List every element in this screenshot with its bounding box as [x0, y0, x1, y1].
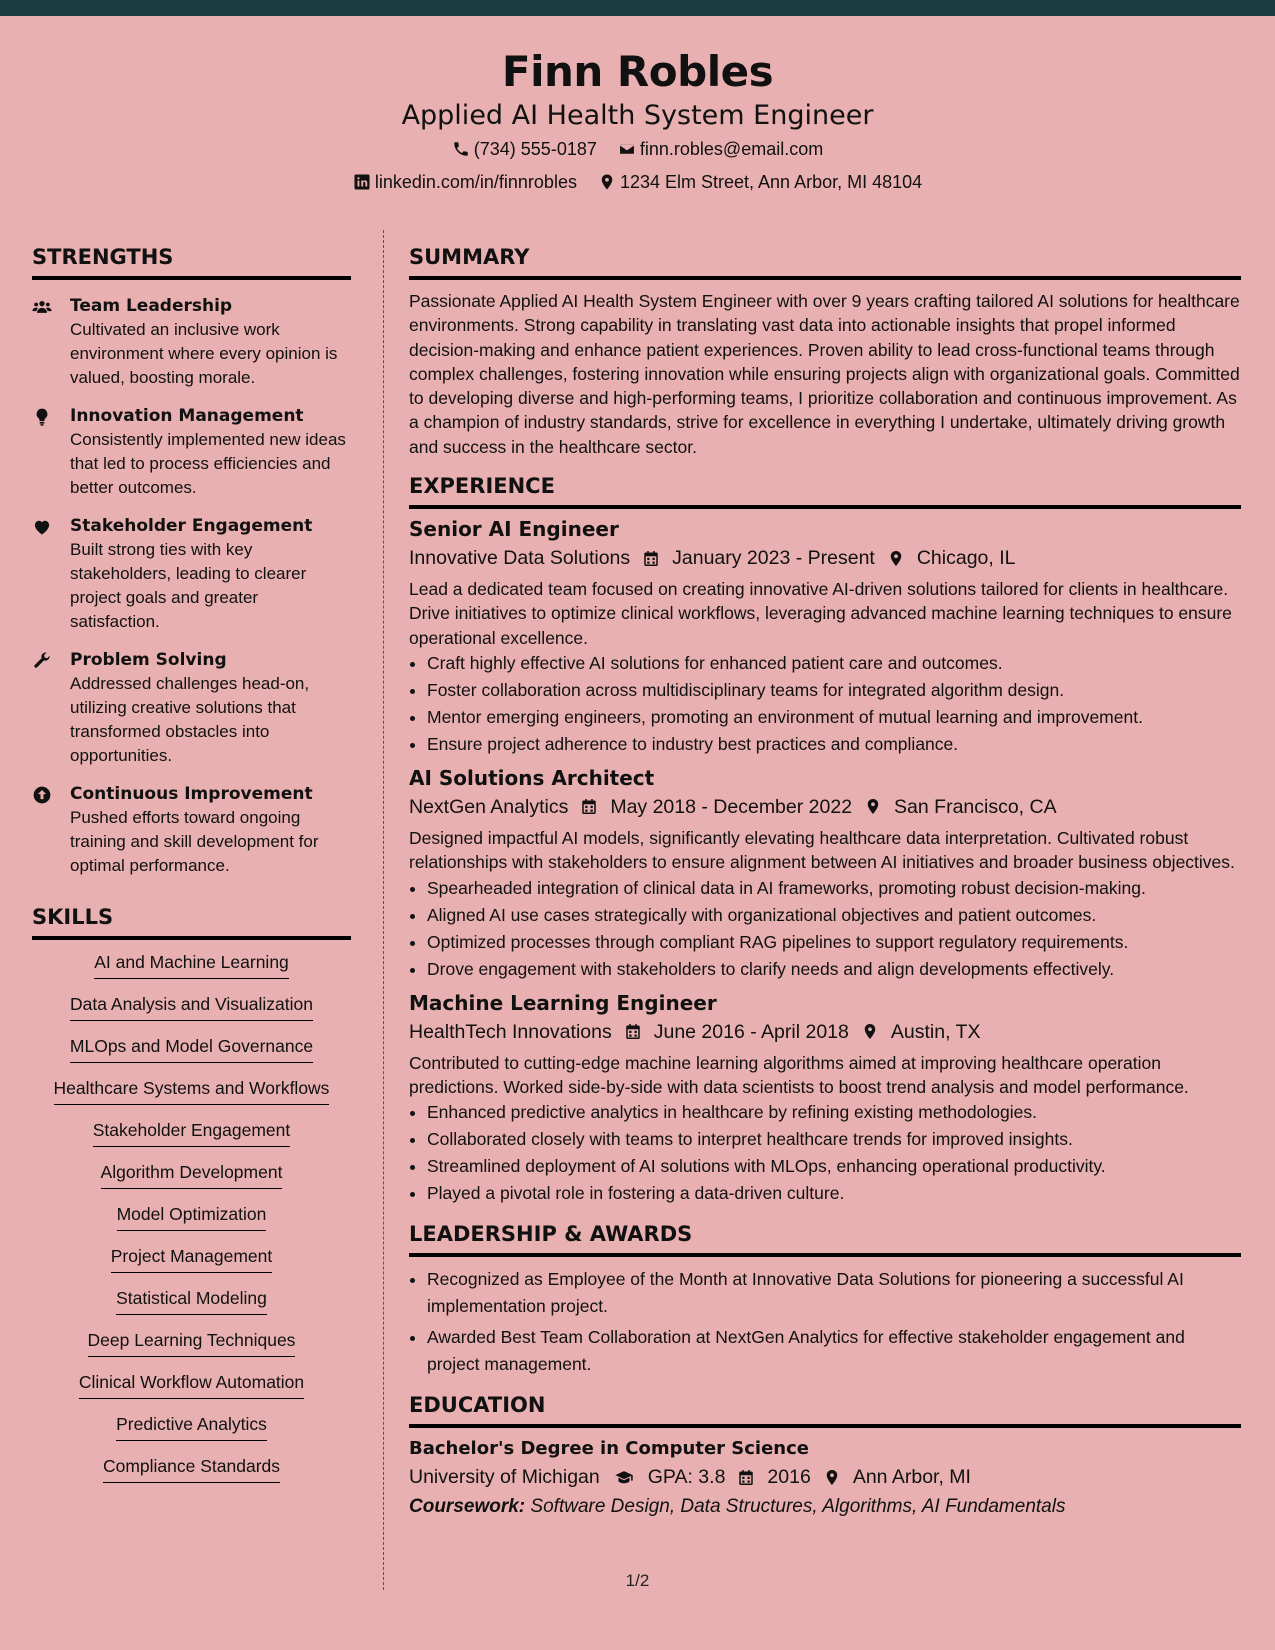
- job-bullets: [409, 1099, 1241, 1207]
- school-location: Ann Arbor, MI: [852, 1466, 971, 1489]
- right-column: [409, 244, 1241, 1522]
- wrench-icon: [32, 651, 52, 671]
- job-location: San Francisco, CA: [894, 795, 1057, 818]
- strength-item: [32, 782, 351, 878]
- map-pin-icon: [823, 1468, 841, 1487]
- skill-tag: Compliance Standards: [103, 1454, 280, 1483]
- phone-text: (734) 555-0187: [473, 139, 597, 159]
- resume-body: [0, 230, 1275, 1590]
- map-pin-icon: [861, 1022, 879, 1041]
- skill-tag: Clinical Workflow Automation: [79, 1370, 304, 1399]
- job-bullet: • Ensure project adherence to industry best practices and compliance.: [427, 731, 1241, 758]
- job-bullets: [409, 650, 1241, 758]
- lightbulb-icon: [32, 407, 52, 427]
- job-bullet: • Optimized processes through compliant RAG pipelines to support regulatory requirements.: [427, 929, 1241, 956]
- award-item: • Awarded Best Team Collaboration at NextGen Analytics for effective stakeholder engagement and project management.: [427, 1324, 1241, 1378]
- strength-desc: Cultivated an inclusive work environment where every opinion is valued, boosting morale.: [70, 320, 338, 387]
- skill-tag: Deep Learning Techniques: [88, 1328, 296, 1357]
- map-pin-icon: [887, 549, 905, 568]
- job-description: Designed impactful AI models, significantly elevating healthcare data interpretation. Cultivated robust relationships with stakeholders to ensure alignment between AI initiatives and broader business objectives.: [409, 827, 1235, 873]
- strength-item: [32, 404, 351, 500]
- job-entry: [409, 764, 1241, 983]
- coursework-label: Coursework:: [409, 1496, 526, 1518]
- skill-tag: AI and Machine Learning: [94, 950, 289, 979]
- leadership-heading: LEADERSHIP & AWARDS: [409, 1221, 1241, 1257]
- job-meta: [409, 543, 1241, 573]
- skill-tag: Predictive Analytics: [116, 1412, 267, 1441]
- job-bullet: • Enhanced predictive analytics in healthcare by refining existing methodologies.: [427, 1099, 1241, 1126]
- awards-list: [409, 1266, 1241, 1378]
- skills-list: [32, 950, 351, 1496]
- strength-item: [32, 514, 351, 634]
- contact-line-1: [0, 134, 1275, 167]
- job-bullet: • Foster collaboration across multidisciplinary teams for integrated algorithm design.: [427, 677, 1241, 704]
- education-heading: EDUCATION: [409, 1392, 1241, 1428]
- coursework: [409, 1492, 1241, 1522]
- linkedin-contact: [353, 167, 577, 197]
- address-text: 1234 Elm Street, Ann Arbor, MI 48104: [619, 172, 923, 192]
- phone-icon: [452, 140, 470, 158]
- job-meta: [409, 1017, 1241, 1047]
- skill-tag: Statistical Modeling: [116, 1286, 267, 1315]
- map-pin-icon: [864, 797, 882, 816]
- job-dates: June 2016 - April 2018: [653, 1020, 849, 1043]
- calendar-icon: [624, 1022, 642, 1041]
- email-text: finn.robles@email.com: [639, 139, 824, 159]
- strength-desc: Pushed efforts toward ongoing training and skill development for optimal performance.: [70, 808, 319, 875]
- map-pin-icon: [598, 173, 616, 191]
- candidate-title: Applied AI Health System Engineer: [401, 100, 874, 131]
- strength-title: Innovation Management: [70, 406, 304, 426]
- award-item: • Recognized as Employee of the Month at Innovative Data Solutions for pioneering a successful AI implementation project.: [427, 1266, 1241, 1320]
- calendar-icon: [580, 797, 598, 816]
- school-name: University of Michigan: [409, 1466, 600, 1489]
- strength-desc: Consistently implemented new ideas that led to process efficiencies and better outcomes.: [70, 430, 346, 497]
- skill-tag: Stakeholder Engagement: [93, 1118, 291, 1147]
- education-meta: [409, 1462, 1241, 1492]
- job-description: Lead a dedicated team focused on creating innovative AI-driven solutions tailored for clients in healthcare. Drive initiatives to optimize clinical workflows, leveraging advanced machine learning techniques to ensure operational excellence.: [409, 579, 1232, 648]
- skill-tag: Algorithm Development: [101, 1160, 283, 1189]
- job-entry: [409, 515, 1241, 758]
- job-entry: [409, 989, 1241, 1208]
- job-location: Austin, TX: [890, 1020, 981, 1043]
- skill-tag: Data Analysis and Visualization: [70, 992, 313, 1021]
- job-dates: January 2023 - Present: [672, 547, 875, 570]
- calendar-icon: [737, 1468, 755, 1487]
- summary-heading: SUMMARY: [409, 244, 1241, 280]
- company-name: Innovative Data Solutions: [409, 547, 631, 570]
- arrow-up-circle-icon: [32, 785, 52, 805]
- heart-icon: [32, 517, 52, 537]
- page-number: 1/2: [625, 1571, 650, 1590]
- column-divider: [383, 230, 384, 1590]
- email-contact: [618, 134, 823, 164]
- job-bullets: [409, 875, 1241, 983]
- strengths-heading: STRENGTHS: [32, 244, 351, 280]
- skill-tag: Model Optimization: [117, 1202, 267, 1231]
- strength-item: [32, 294, 351, 390]
- job-bullet: • Streamlined deployment of AI solutions with MLOps, enhancing operational productivity.: [427, 1153, 1241, 1180]
- job-meta: [409, 792, 1241, 822]
- strength-title: Problem Solving: [70, 650, 227, 670]
- phone-contact: [452, 134, 597, 164]
- top-bar: [0, 0, 1275, 16]
- skills-heading: SKILLS: [32, 904, 351, 940]
- job-bullet: • Aligned AI use cases strategically with organizational objectives and patient outcomes.: [427, 902, 1241, 929]
- job-dates: May 2018 - December 2022: [610, 795, 853, 818]
- job-title: AI Solutions Architect: [409, 765, 655, 790]
- candidate-name: Finn Robles: [501, 47, 774, 96]
- strength-item: [32, 648, 351, 768]
- strength-desc: Built strong ties with key stakeholders, leading to clearer project goals and greater satisfaction.: [70, 540, 307, 631]
- strength-title: Stakeholder Engagement: [70, 516, 313, 536]
- envelope-icon: [618, 140, 636, 158]
- strength-title: Continuous Improvement: [70, 784, 313, 804]
- job-title: Machine Learning Engineer: [409, 990, 717, 1015]
- skill-tag: MLOps and Model Governance: [70, 1034, 313, 1063]
- company-name: NextGen Analytics: [409, 795, 569, 818]
- coursework-list: Software Design, Data Structures, Algorithms, AI Fundamentals: [530, 1496, 1066, 1518]
- skill-tag: Healthcare Systems and Workflows: [54, 1076, 330, 1105]
- job-bullet: • Played a pivotal role in fostering a data-driven culture.: [427, 1180, 1241, 1207]
- linkedin-icon: [353, 173, 371, 191]
- resume-header: [0, 16, 1275, 204]
- job-title: Senior AI Engineer: [409, 517, 619, 542]
- graduation-year: 2016: [767, 1466, 811, 1489]
- job-location: Chicago, IL: [916, 547, 1016, 570]
- calendar-icon: [642, 549, 660, 568]
- job-bullet: • Spearheaded integration of clinical data in AI frameworks, promoting robust decision-making.: [427, 875, 1241, 902]
- gpa-text: GPA: 3.8: [647, 1466, 726, 1489]
- job-bullet: • Drove engagement with stakeholders to clarify needs and align developments effectively.: [427, 956, 1241, 983]
- strength-desc: Addressed challenges head-on, utilizing creative solutions that transformed obstacles into opportunities.: [70, 674, 310, 765]
- strength-title: Team Leadership: [70, 296, 233, 316]
- job-bullet: • Mentor emerging engineers, promoting an environment of mutual learning and improvement.: [427, 704, 1241, 731]
- job-bullet: • Craft highly effective AI solutions for enhanced patient care and outcomes.: [427, 650, 1241, 677]
- experience-heading: EXPERIENCE: [409, 473, 1241, 509]
- address-contact: [598, 167, 922, 197]
- skill-tag: Project Management: [111, 1244, 272, 1273]
- users-icon: [32, 297, 52, 317]
- summary-text: Passionate Applied AI Health System Engineer with over 9 years crafting tailored AI solutions for healthcare environments. Strong capability in translating vast data into actionable insights that propel informed decision-making and enhance patient experiences. Proven ability to lead cross-functional teams through complex challenges, fostering innovation while ensuring projects align with organizational goals. Committed to developing diverse and high-performing teams, I prioritize collaboration and continuous improvement. As a champion of industry standards, strive for excellence in everything I undertake, ultimately driving growth and success in the healthcare sector.: [409, 291, 1240, 457]
- left-column: [32, 244, 351, 1496]
- linkedin-text: linkedin.com/in/finnrobles: [374, 172, 577, 192]
- graduation-cap-icon: [612, 1468, 636, 1487]
- job-bullet: • Collaborated closely with teams to interpret healthcare trends for improved insights.: [427, 1126, 1241, 1153]
- contact-line-2: [0, 167, 1275, 200]
- company-name: HealthTech Innovations: [409, 1020, 612, 1043]
- job-description: Contributed to cutting-edge machine learning algorithms aimed at improving healthcare operation predictions. Worked side-by-side with data scientists to boost trend analysis and model performance.: [409, 1052, 1189, 1097]
- degree-title: Bachelor's Degree in Computer Science: [409, 1438, 809, 1460]
